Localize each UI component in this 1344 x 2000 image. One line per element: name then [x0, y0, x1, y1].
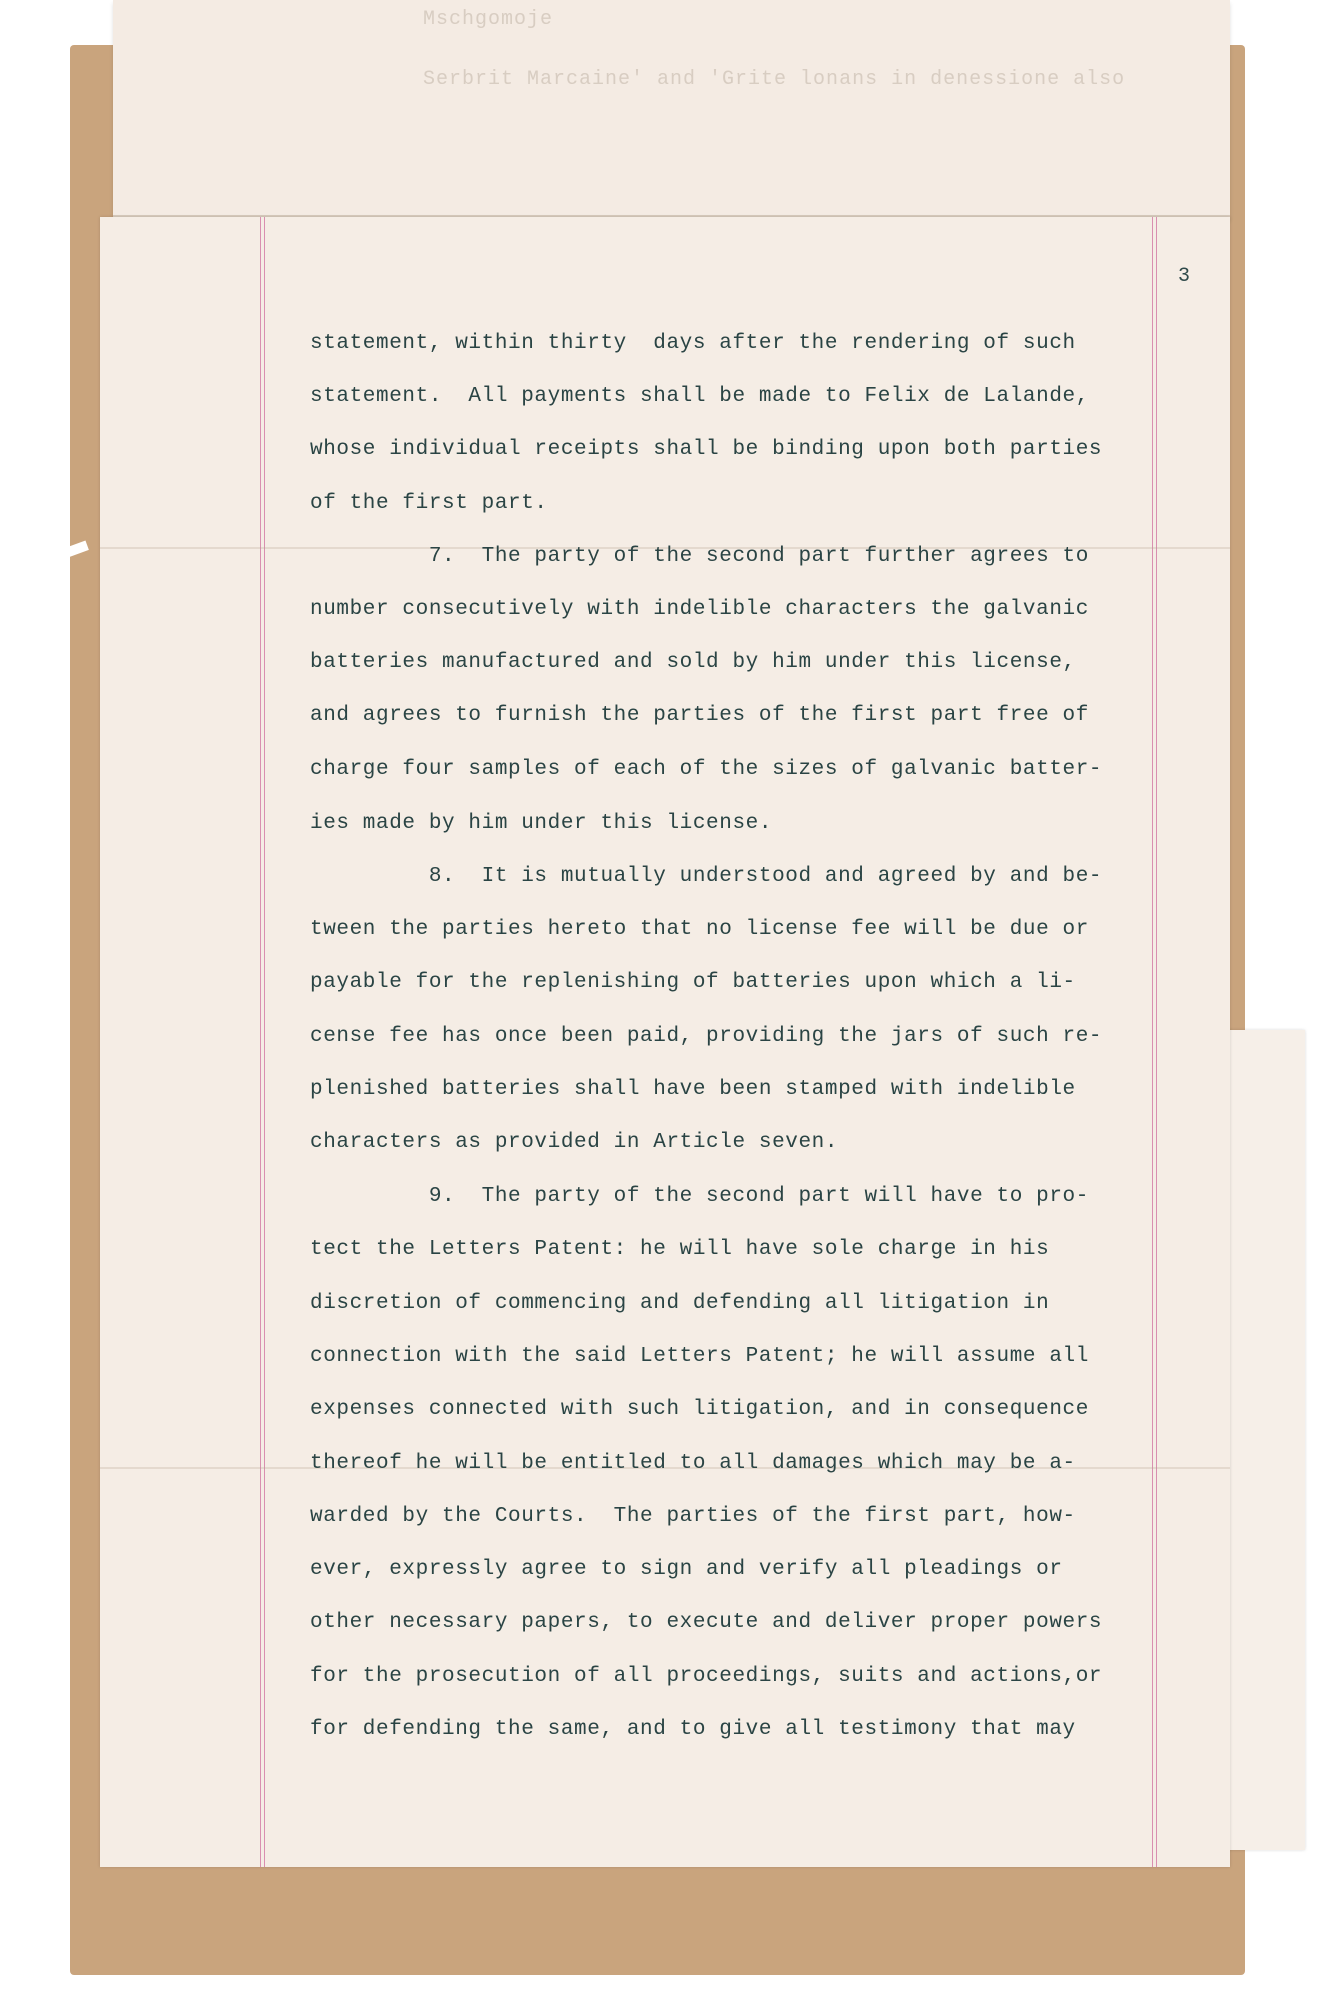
flap-ghost-text-1: Mschgomoje [423, 8, 554, 31]
document-line: of the first part. [310, 492, 548, 515]
document-line: 8. It is mutually understood and agreed by and be- [310, 865, 1103, 888]
document-line: expenses connected with such litigation, and in consequence [310, 1398, 1089, 1421]
document-line: ever, expressly agree to sign and verify all pleadings or [310, 1558, 1063, 1581]
document-line: statement. All payments shall be made to Felix de Lalande, [310, 385, 1089, 408]
document-line: discretion of commencing and defending all litigation in [310, 1292, 1050, 1315]
attached-slip [1220, 1030, 1305, 1850]
document-line: cense fee has once been paid, providing the jars of such re- [310, 1025, 1103, 1048]
document-line: number consecutively with indelible characters the galvanic [310, 598, 1089, 621]
document-line: other necessary papers, to execute and deliver proper powers [310, 1611, 1103, 1634]
document-line: charge four samples of each of the sizes of galvanic batter- [310, 758, 1103, 781]
left-margin-line-2 [264, 217, 265, 1867]
document-line: thereof he will be entitled to all damages which may be a- [310, 1452, 1076, 1475]
document-line: characters as provided in Article seven. [310, 1131, 839, 1154]
document-line: warded by the Courts. The parties of the first part, how- [310, 1505, 1076, 1528]
document-line: connection with the said Letters Patent; he will assume all [310, 1345, 1089, 1368]
document-line: plenished batteries shall have been stamped with indelible [310, 1078, 1076, 1101]
document-line: statement, within thirty days after the rendering of such [310, 332, 1076, 355]
right-margin-line-2 [1156, 217, 1157, 1867]
right-margin-line [1152, 217, 1153, 1867]
document-line: for the prosecution of all proceedings, suits and actions,or [310, 1665, 1103, 1688]
document-line: and agrees to furnish the parties of the first part free of [310, 704, 1089, 727]
document-line: tect the Letters Patent: he will have sole charge in his [310, 1238, 1050, 1261]
page-number: 3 [1178, 265, 1191, 288]
document-line: 9. The party of the second part will have to pro- [310, 1185, 1089, 1208]
document-line: payable for the replenishing of batteries upon which a li- [310, 971, 1076, 994]
document-line: ies made by him under this license. [310, 812, 773, 835]
document-line: whose individual receipts shall be binding upon both parties [310, 438, 1103, 461]
document-line: for defending the same, and to give all testimony that may [310, 1718, 1076, 1741]
folded-top-flap [113, 0, 1230, 218]
document-line: batteries manufactured and sold by him under this license, [310, 651, 1076, 674]
typed-document-page [100, 217, 1230, 1867]
document-line: tween the parties hereto that no license fee will be due or [310, 918, 1089, 941]
left-margin-line [260, 217, 261, 1867]
flap-ghost-text-2: Serbrit Marcaine' and 'Grite lonans in denessione also [423, 68, 1126, 91]
document-line: 7. The party of the second part further agrees to [310, 545, 1089, 568]
